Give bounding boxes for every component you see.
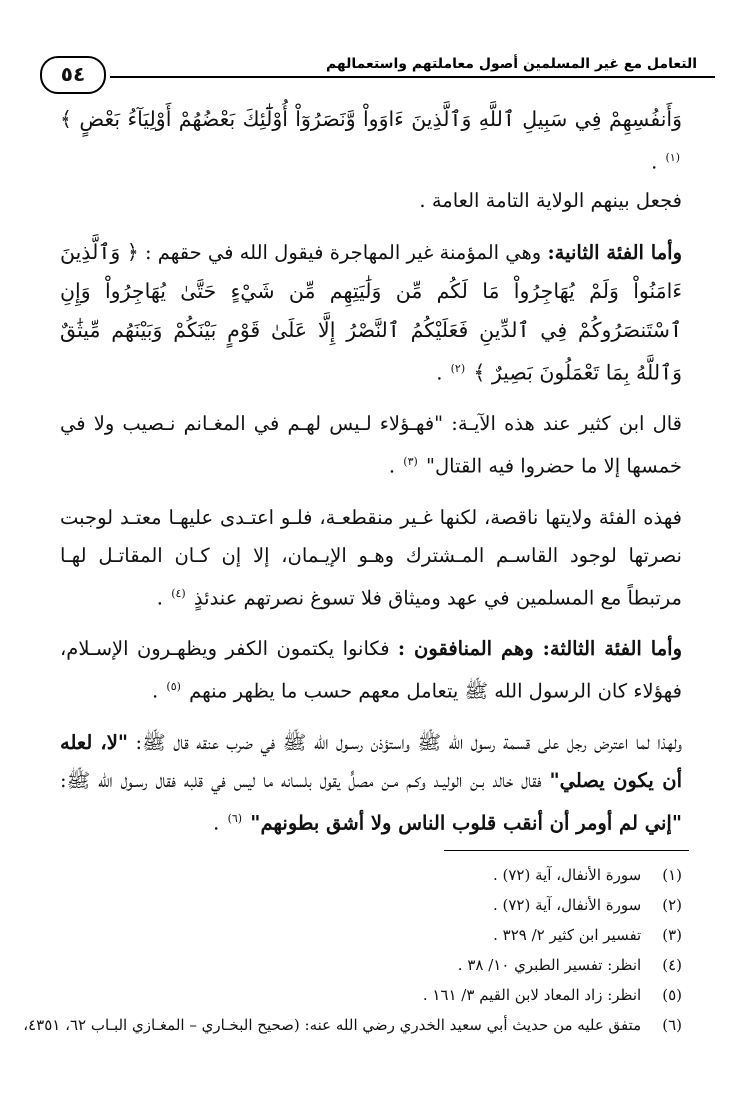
footnote-number: (١) bbox=[662, 866, 682, 884]
footnote-number: (٢) bbox=[662, 896, 682, 914]
hadith-quote-1: "لا، لعله أن يكون يصلي" bbox=[60, 730, 682, 792]
footnote-ref-2[interactable]: (٢) bbox=[450, 361, 466, 375]
paragraph-1-end: . bbox=[651, 150, 658, 174]
header-rule bbox=[110, 76, 715, 78]
footnote-text: متفق عليه من حديث أبي سعيد الخدري رضي الله عنه: (صحيح البخـاري – المغـازي البـاب ٦٢، ٤٣٥١، bbox=[23, 1016, 642, 1034]
footnote-text: تفسير ابن كثير ٢/ ٣٢٩ . bbox=[493, 926, 642, 944]
footnote-ref-4[interactable]: (٤) bbox=[171, 586, 186, 600]
running-title: التعامل مع غير المسلمين أصول معاملتهم واستعمالهم bbox=[325, 56, 697, 72]
paragraph-6-text-a: ولهذا لما اعترض رجل على قسمة رسول الله ﷺ واستؤذن رسـول الله ﷺ في ضرب عنقه قال ﷺ: bbox=[135, 730, 683, 754]
paragraph-6 bbox=[60, 724, 682, 843]
footnote-number: (٣) bbox=[662, 926, 682, 944]
footnote-item bbox=[40, 890, 682, 920]
paragraph-2-text: وهي المؤمنة غير المهاجرة فيقول الله في حقهم : bbox=[145, 240, 542, 264]
footnote-ref-6[interactable]: (٦) bbox=[227, 811, 243, 825]
paragraph-6-text-b: فقال خالد بـن الوليـد وكـم مـن مصلٍّ يقول بلسانه ما ليس في قلبه فقال رسـول الله ﷺ: bbox=[60, 768, 542, 792]
footnote-text: سورة الأنفال، آية (٧٢) . bbox=[492, 896, 642, 914]
paragraph-4-end: . bbox=[156, 586, 163, 609]
footnote-ref-3[interactable]: (٣) bbox=[403, 455, 418, 468]
paragraph-6-end: . bbox=[213, 811, 220, 834]
paragraph-1-text: فجعل بينهم الولاية التامة العامة . bbox=[419, 188, 682, 212]
paragraph-5-end: . bbox=[152, 679, 159, 703]
main-text bbox=[60, 100, 682, 855]
footnote-ref-1[interactable]: (١) bbox=[665, 151, 680, 164]
footnotes bbox=[23, 860, 682, 1040]
page-number-badge: ٥٤ bbox=[40, 56, 106, 94]
footnote-ref-5[interactable]: (٥) bbox=[166, 680, 181, 693]
footnote-separator bbox=[444, 850, 689, 851]
footnote-item bbox=[40, 950, 682, 980]
quran-verse-2: ﴿ وَٱلَّذِينَ ءَامَنُواْ وَلَمْ يُهَاجِرُواْ مَا لَكُم مِّن وَلَٰيَتِهِم مِّن شَيْءٍ حَتَّىٰ يُهَاجِرُواْ وَإِنِ ٱسْتَنصَرُوكُمْ فِي ٱلدِّينِ فَعَلَيْكُمُ ٱلنَّصْرُ إِلَّا عَلَىٰ قَوْمٍ بَيْنَكُمْ وَبَيْنَهُم مِّيثَٰقٌ وَٱللَّهُ بِمَا تَعْمَلُونَ بَصِيرٌ ﴾ bbox=[60, 239, 682, 384]
footnote-text: انظر: زاد المعاد لابن القيم ٣/ ١٦١ . bbox=[422, 986, 642, 1004]
footnote-text: انظر: تفسير الطبري ١٠/ ٣٨ . bbox=[457, 956, 642, 974]
paragraph-3-end: . bbox=[388, 454, 396, 478]
paragraph-4 bbox=[60, 499, 682, 618]
paragraph-4-text: فهذه الفئة ولايتها ناقصة، لكنها غـير منقطعـة، فلـو اعتـدى عليهـا معتـد لوجبت نصرتها لوجود القاسـم المـشترك وهـو الإيـمان، إلا إن كـان المقاتـل لهـا مرتبطاً مع المسلمين في عهد وميثاق فلا تسوغ نصرتهم عندئذٍ bbox=[60, 505, 682, 609]
quran-verse-1: وَأَنفُسِهِمْ فِي سَبِيلِ ٱللَّهِ وَٱلَّذِينَ ءَاوَواْ وَّنَصَرُوٓاْ أُوْلَٰٓئِكَ بَعْضُهُمْ أَوْلِيَآءُ بَعْضٍ ﴾ bbox=[60, 107, 682, 131]
paragraph-2 bbox=[60, 233, 682, 393]
footnote-number: (٥) bbox=[662, 986, 682, 1004]
page-header bbox=[40, 50, 715, 92]
footnote-item bbox=[40, 980, 682, 1010]
footnote-number: (٤) bbox=[662, 956, 682, 974]
footnote-item bbox=[40, 920, 682, 950]
footnote-item bbox=[40, 860, 682, 890]
paragraph-2-end: . bbox=[436, 361, 443, 384]
footnote-item bbox=[23, 1010, 682, 1040]
category-3-label: وأما الفئة الثالثة: وهم المنافقون : bbox=[397, 637, 683, 660]
footnote-number: (٦) bbox=[662, 1016, 682, 1034]
paragraph-5 bbox=[60, 630, 682, 711]
paragraph-3-text: قال ابن كثير عند هذه الآيـة: "فهـؤلاء لـيس لهـم في المغـانم نـصيب ولا في خمسها إلا ما حضروا فيه القتال" bbox=[60, 412, 682, 478]
footnote-text: سورة الأنفال، آية (٧٢) . bbox=[492, 866, 642, 884]
hadith-quote-2: "إني لم أومر أن أنقب قلوب الناس ولا أشق بطونهم" bbox=[250, 811, 682, 834]
category-2-label: وأما الفئة الثانية: bbox=[547, 240, 682, 264]
paragraph-5-text: فكانوا يكتمون الكفر ويظهـرون الإسـلام، فهؤلاء كان الرسول الله ﷺ يتعامل معهم حسب ما يظهر منهم bbox=[60, 637, 682, 703]
paragraph-3 bbox=[60, 405, 682, 486]
paragraph-1 bbox=[60, 100, 682, 220]
